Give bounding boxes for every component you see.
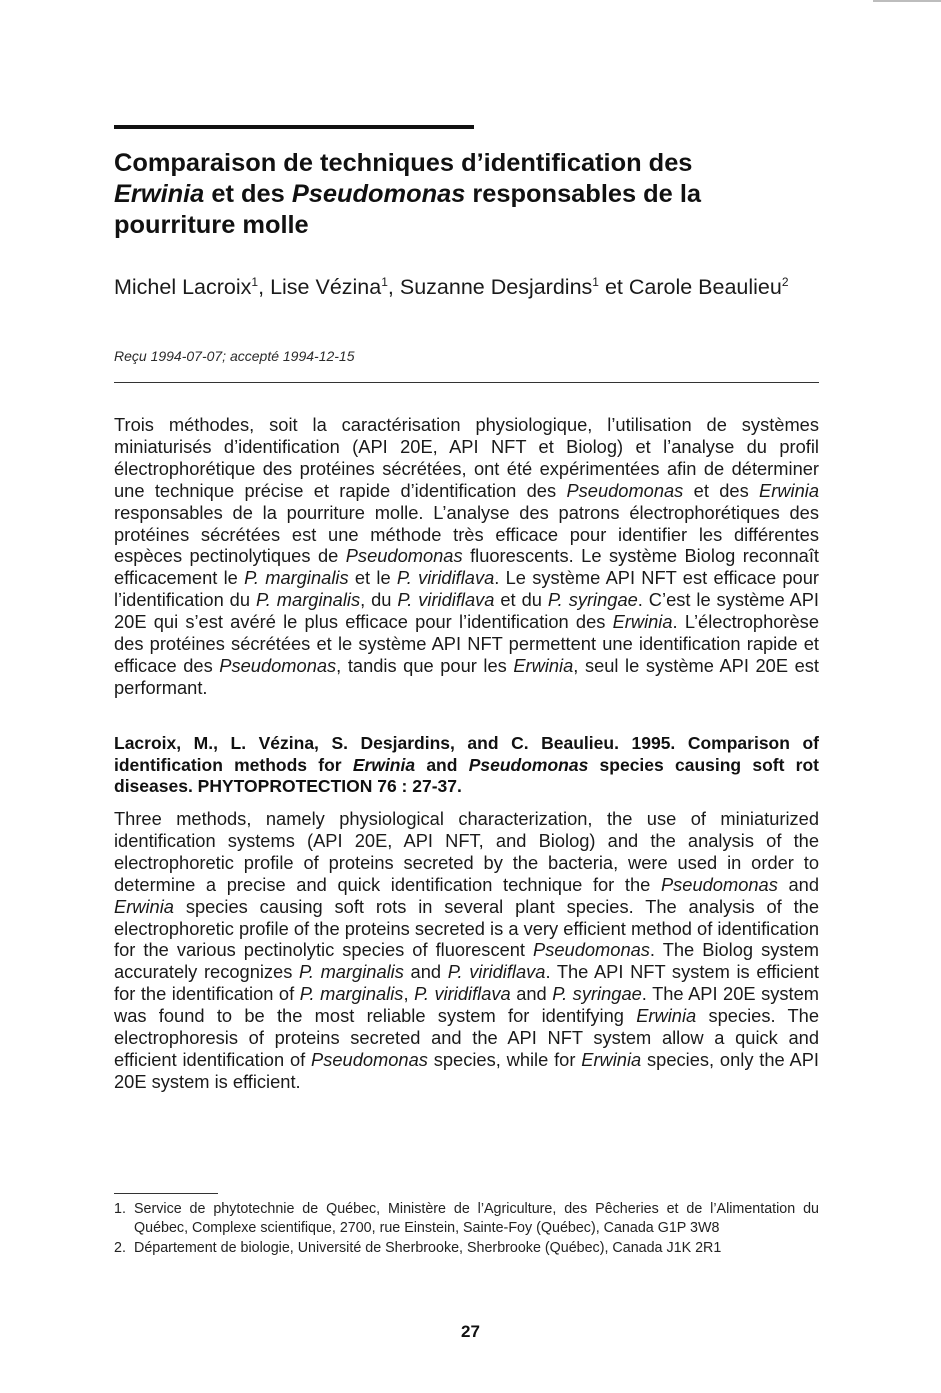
text-run: and bbox=[777, 873, 819, 895]
text-run: , du bbox=[360, 589, 398, 611]
italic-term: Pseudomonas bbox=[311, 1048, 428, 1070]
italic-term: P. viridiflava bbox=[447, 961, 546, 983]
author-separator: , bbox=[258, 275, 271, 300]
italic-term: P. marginalis bbox=[299, 961, 404, 983]
text-run: Three methods, namely physiological characterization, the use of miniaturized identification systems (API 20E, API NFT, and Biolog) and the analysis of the electrophoretic profile of proteins secreted by the bacteria, were used in order to determine a precise and quick identification technique for the bbox=[114, 808, 819, 895]
author-list bbox=[114, 270, 824, 300]
italic-term: Pseudomonas bbox=[660, 873, 778, 895]
text-run: and bbox=[510, 983, 553, 1005]
text-run: , seul le système API 20E est performant. bbox=[114, 654, 819, 698]
title-rest: responsables de la pourriture molle bbox=[114, 180, 702, 239]
text-run: et du bbox=[494, 589, 548, 611]
scan-edge-mark bbox=[873, 0, 941, 2]
footnote-number: 2. bbox=[114, 1240, 126, 1256]
header-rule bbox=[114, 125, 474, 129]
italic-term: P. marginalis bbox=[255, 589, 361, 611]
italic-term: P. marginalis bbox=[244, 567, 349, 589]
italic-term: Pseudomonas bbox=[533, 939, 650, 961]
text-run: species. The electrophoresis of proteins secreted and the API NFT system allow a quick and efficient identification of bbox=[114, 1005, 819, 1070]
footnote-divider bbox=[114, 1193, 218, 1194]
text-run: et des bbox=[683, 479, 760, 501]
text-run: . The API NFT system is efficient for the identification of bbox=[114, 961, 819, 1005]
received-accepted-dates: Reçu 1994-07-07; accepté 1994-12-15 bbox=[114, 348, 355, 364]
section-divider bbox=[114, 382, 819, 383]
text-run: . C’est le système API 20E qui s’est avéré le plus efficace pour l’identification des bbox=[114, 589, 820, 633]
title-line-1: Comparaison de techniques d’identification des bbox=[114, 149, 693, 177]
text-run: . L’électrophorèse des protéines sécrétées et le système API NFT permettent une identification rapide et efficace des bbox=[114, 611, 819, 676]
italic-term: P. viridiflava bbox=[414, 983, 511, 1005]
text-run: responsables de la pourriture molle. L’analyse des patrons électrophorétiques des protéines sécrétées est une méthode très efficace pour identifier les différentes espèces pectinolytiques de bbox=[114, 501, 819, 567]
italic-term: Erwinia bbox=[612, 611, 673, 633]
italic-term: Erwinia bbox=[581, 1048, 642, 1070]
italic-term: P. syringae bbox=[547, 589, 638, 611]
italic-term: Pseudomonas bbox=[219, 654, 337, 676]
footnote-number: 1. bbox=[114, 1201, 126, 1217]
italic-term: Erwinia bbox=[114, 895, 174, 917]
author-separator: , bbox=[387, 275, 400, 300]
italic-term: Erwinia bbox=[513, 654, 574, 676]
author-affiliation-mark: 1 bbox=[251, 275, 259, 289]
author-affiliation-mark: 1 bbox=[381, 275, 388, 289]
text-run: . The API 20E system was found to be the most reliable system for identifying bbox=[114, 983, 820, 1027]
page-number: 27 bbox=[461, 1322, 480, 1341]
author-name: Lise Vézina bbox=[270, 275, 382, 300]
title-conjunction: et des bbox=[204, 180, 292, 208]
italic-term: P. viridiflava bbox=[397, 589, 495, 611]
author-affiliation-mark: 1 bbox=[592, 275, 599, 289]
abstract-english bbox=[114, 808, 819, 1093]
text-run: species, only the API 20E system is efficient. bbox=[114, 1048, 819, 1092]
article-title bbox=[114, 148, 814, 241]
text-run: species causing soft rots in several plant species. The analysis of the electrophoretic profile of the proteins secreted is a very efficient method of identification for the various pectinolytic species of fluorescent bbox=[114, 895, 819, 961]
italic-term: Pseudomonas bbox=[345, 545, 463, 567]
affiliation-footnotes bbox=[114, 1200, 819, 1259]
text-run: . Le système API NFT est efficace pour l’identification du bbox=[114, 567, 819, 611]
text-run: Lacroix, M., L. Vézina, S. Desjardins, and C. Beaulieu. 1995. Comparison of identification methods for bbox=[114, 733, 819, 775]
author-name: Michel Lacroix bbox=[114, 275, 252, 300]
italic-term: P. marginalis bbox=[299, 983, 404, 1005]
author-separator: et bbox=[598, 275, 629, 300]
italic-term: Erwinia bbox=[352, 754, 416, 775]
italic-term: Pseudomonas bbox=[566, 479, 684, 501]
footnote-item bbox=[114, 1200, 819, 1238]
italic-term: Erwinia bbox=[759, 479, 819, 501]
footnote-item bbox=[114, 1239, 819, 1258]
text-run: Trois méthodes, soit la caractérisation physiologique, l’utilisation de systèmes miniaturisés d’identification (API 20E, API NFT et Biolog) et l’analyse du profil électrophorétique des protéines sécrétées, ont été expérimentées afin de déterminer une technique précise et rapide d’identification des bbox=[114, 414, 819, 501]
abstract-french bbox=[114, 414, 819, 699]
italic-term: Erwinia bbox=[636, 1005, 697, 1027]
title-genus-pseudomonas: Pseudomonas bbox=[291, 180, 466, 208]
english-citation bbox=[114, 733, 819, 798]
italic-term: P. syringae bbox=[552, 983, 642, 1005]
author-affiliation-mark: 2 bbox=[781, 275, 789, 289]
footnote-text: Département de biologie, Université de Sherbrooke, Sherbrooke (Québec), Canada J1K 2R1 bbox=[134, 1240, 722, 1256]
text-run: and bbox=[415, 754, 469, 775]
text-run: . The Biolog system accurately recognizes bbox=[114, 939, 820, 983]
text-run: species causing soft rot diseases. PHYTOPROTECTION 76 : 27-37. bbox=[114, 754, 819, 797]
footnote-text: Service de phytotechnie de Québec, Ministère de l’Agriculture, des Pêcheries et de l’Alimentation du Québec, Complexe scientifique, 2700, rue Einstein, Sainte-Foy (Québec), Canada G1P 3W8 bbox=[134, 1201, 819, 1236]
italic-term: Pseudomonas bbox=[468, 754, 589, 775]
title-genus-erwinia: Erwinia bbox=[114, 180, 205, 208]
text-run: , bbox=[403, 983, 415, 1005]
author-name: Suzanne Desjardins bbox=[399, 275, 593, 300]
text-run: , tandis que pour les bbox=[336, 654, 514, 676]
text-run: et le bbox=[348, 567, 397, 589]
text-run: and bbox=[403, 961, 448, 983]
italic-term: P. viridiflava bbox=[396, 567, 495, 589]
text-run: fluorescents. Le système Biolog reconnaît efficacement le bbox=[114, 545, 819, 589]
author-name: Carole Beaulieu bbox=[628, 275, 782, 300]
text-run: species, while for bbox=[427, 1048, 582, 1070]
